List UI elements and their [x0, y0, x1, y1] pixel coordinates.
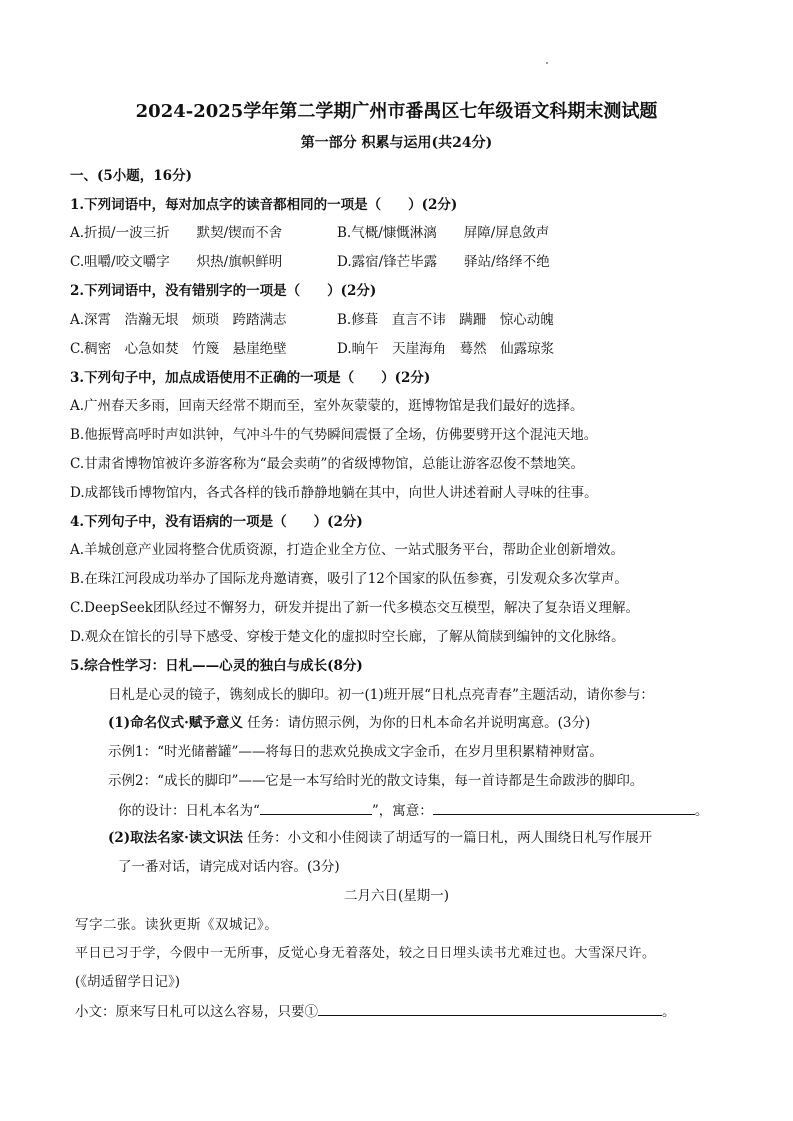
q4-stem: 4.下列句子中，没有语病的一项是（ ）(2分)	[70, 514, 363, 530]
q4-option-b: B.在珠江河段成功举办了国际龙舟邀请赛，吸引了12个国家的队伍参赛，引发观众多次掌声。	[70, 571, 628, 587]
q5-example-2: 示例2：“成长的脚印”——它是一本写给时光的散文诗集，每一首诗都是生命跋涉的脚印。	[108, 773, 644, 789]
design-label: 你的设计：日札本名为“	[118, 803, 260, 819]
q3-option-b: B.他振臂高呼时声如洪钟，气冲斗牛的气势瞬间震慑了全场，仿佛要劈开这个混沌天地。	[70, 427, 598, 443]
part-title: 第一部分 积累与运用(共24分)	[300, 135, 493, 151]
answer-blank-1[interactable]	[318, 1001, 662, 1016]
q4-option-a: A.羊城创意产业园将整合优质资源，打造企业全方位、一站式服务平台，帮助企业创新增效。	[70, 542, 625, 558]
q1-option-c: C.咀嚼/咬文嚼字 炽热/旗帜鲜明	[70, 254, 283, 270]
q2-option-d: D.晌午 天崖海角 蓦然 仙露琼浆	[337, 341, 555, 357]
q3-stem: 3.下列句子中，加点成语使用不正确的一项是（ ）(2分)	[70, 370, 431, 386]
q2-option-a: A.深霄 浩瀚无垠 烦琐 跨踏满志	[70, 312, 287, 328]
q2-stem: 2.下列词语中，没有错别字的一项是（ ）(2分)	[70, 283, 377, 299]
q5-part1-heading: (1)命名仪式·赋予意义	[108, 715, 243, 731]
q5-part2-task: 任务：小文和小佳阅读了胡适写的一篇日札，两人围绕日札写作展开	[242, 830, 653, 846]
diary-line-1: 写字二张。读狄更斯《双城记》。	[75, 917, 279, 933]
xiaowen-end: 。	[662, 1004, 676, 1020]
diary-date: 二月六日(星期一)	[343, 888, 450, 904]
q4-option-d: D.观众在馆长的引导下感受、穿梭于楚文化的虚拟时空长廊，了解从简牍到编钟的文化脉络。	[70, 629, 625, 645]
q3-option-d: D.成都钱币博物馆内，各式各样的钱币静静地躺在其中，向世人讲述着耐人寻味的往事。	[70, 485, 598, 501]
q5-part2	[108, 828, 652, 848]
diary-source: (《胡适留学日记》)	[75, 974, 181, 990]
q5-part2-heading: (2)取法名家·读文识法	[108, 830, 243, 846]
q1-option-a: A.折损/一波三折 默契/锲而不舍	[70, 225, 283, 241]
design-meaning-label: ”，寓意：	[371, 803, 433, 819]
q5-design-line	[118, 800, 708, 821]
q5-part2-continued: 了一番对话，请完成对话内容。(3分)	[118, 859, 340, 875]
xiaowen-line	[75, 1001, 676, 1022]
scan-speck	[546, 62, 548, 64]
q2-option-c: C.稠密 心急如焚 竹篾 悬崖绝壁	[70, 341, 287, 357]
notebook-name-blank[interactable]	[260, 800, 372, 815]
design-end: 。	[694, 803, 709, 819]
q1-stem: 1.下列词语中，每对加点字的读音都相同的一项是（ ）(2分)	[70, 197, 458, 213]
xiaowen-text: 小文：原来写日札可以这么容易，只要①	[75, 1004, 318, 1020]
diary-line-2: 平日已习于学，今假中一无所事，反觉心身无着落处，较之日日埋头读书尤难过也。大雪深尺许。	[75, 946, 656, 961]
q5-stem: 5.综合性学习：日札——心灵的独白与成长(8分)	[70, 658, 363, 674]
q1-option-d: D.露宿/锋芒毕露 驿站/络绎不绝	[337, 254, 550, 270]
q5-intro: 日札是心灵的镜子，镌刻成长的脚印。初一(1)班开展“日札点亮青春”主题活动，请你参与：	[108, 687, 654, 703]
q5-part1	[108, 713, 590, 733]
q3-option-a: A.广州春天多雨，回南天经常不期而至，室外灰蒙蒙的，逛博物馆是我们最好的选择。	[70, 398, 584, 414]
meaning-blank[interactable]	[433, 800, 695, 815]
q5-part1-task: 任务：请仿照示例，为你的日札本命名并说明寓意。(3分)	[242, 715, 591, 731]
exam-title: 2024-2025学年第二学期广州市番禺区七年级语文科期末测试题	[135, 101, 658, 122]
q2-option-b: B.修葺 直言不讳 蹒跚 惊心动魄	[337, 312, 554, 328]
q1-option-b: B.气概/慷慨淋漓 屏障/屏息敛声	[337, 225, 550, 241]
q5-example-1: 示例1：“时光储蓄罐”——将每日的悲欢兑换成文字金币，在岁月里积累精神财富。	[108, 744, 603, 760]
section-heading: 一、(5小题，16分)	[70, 168, 192, 184]
q4-option-c: C.DeepSeek团队经过不懈努力，研发并提出了新一代多模态交互模型，解决了复杂语义理解。	[70, 600, 639, 616]
q3-option-c: C.甘肃省博物馆被许多游客称为“最会卖萌”的省级博物馆，总能让游客忍俊不禁地笑。	[70, 456, 584, 472]
